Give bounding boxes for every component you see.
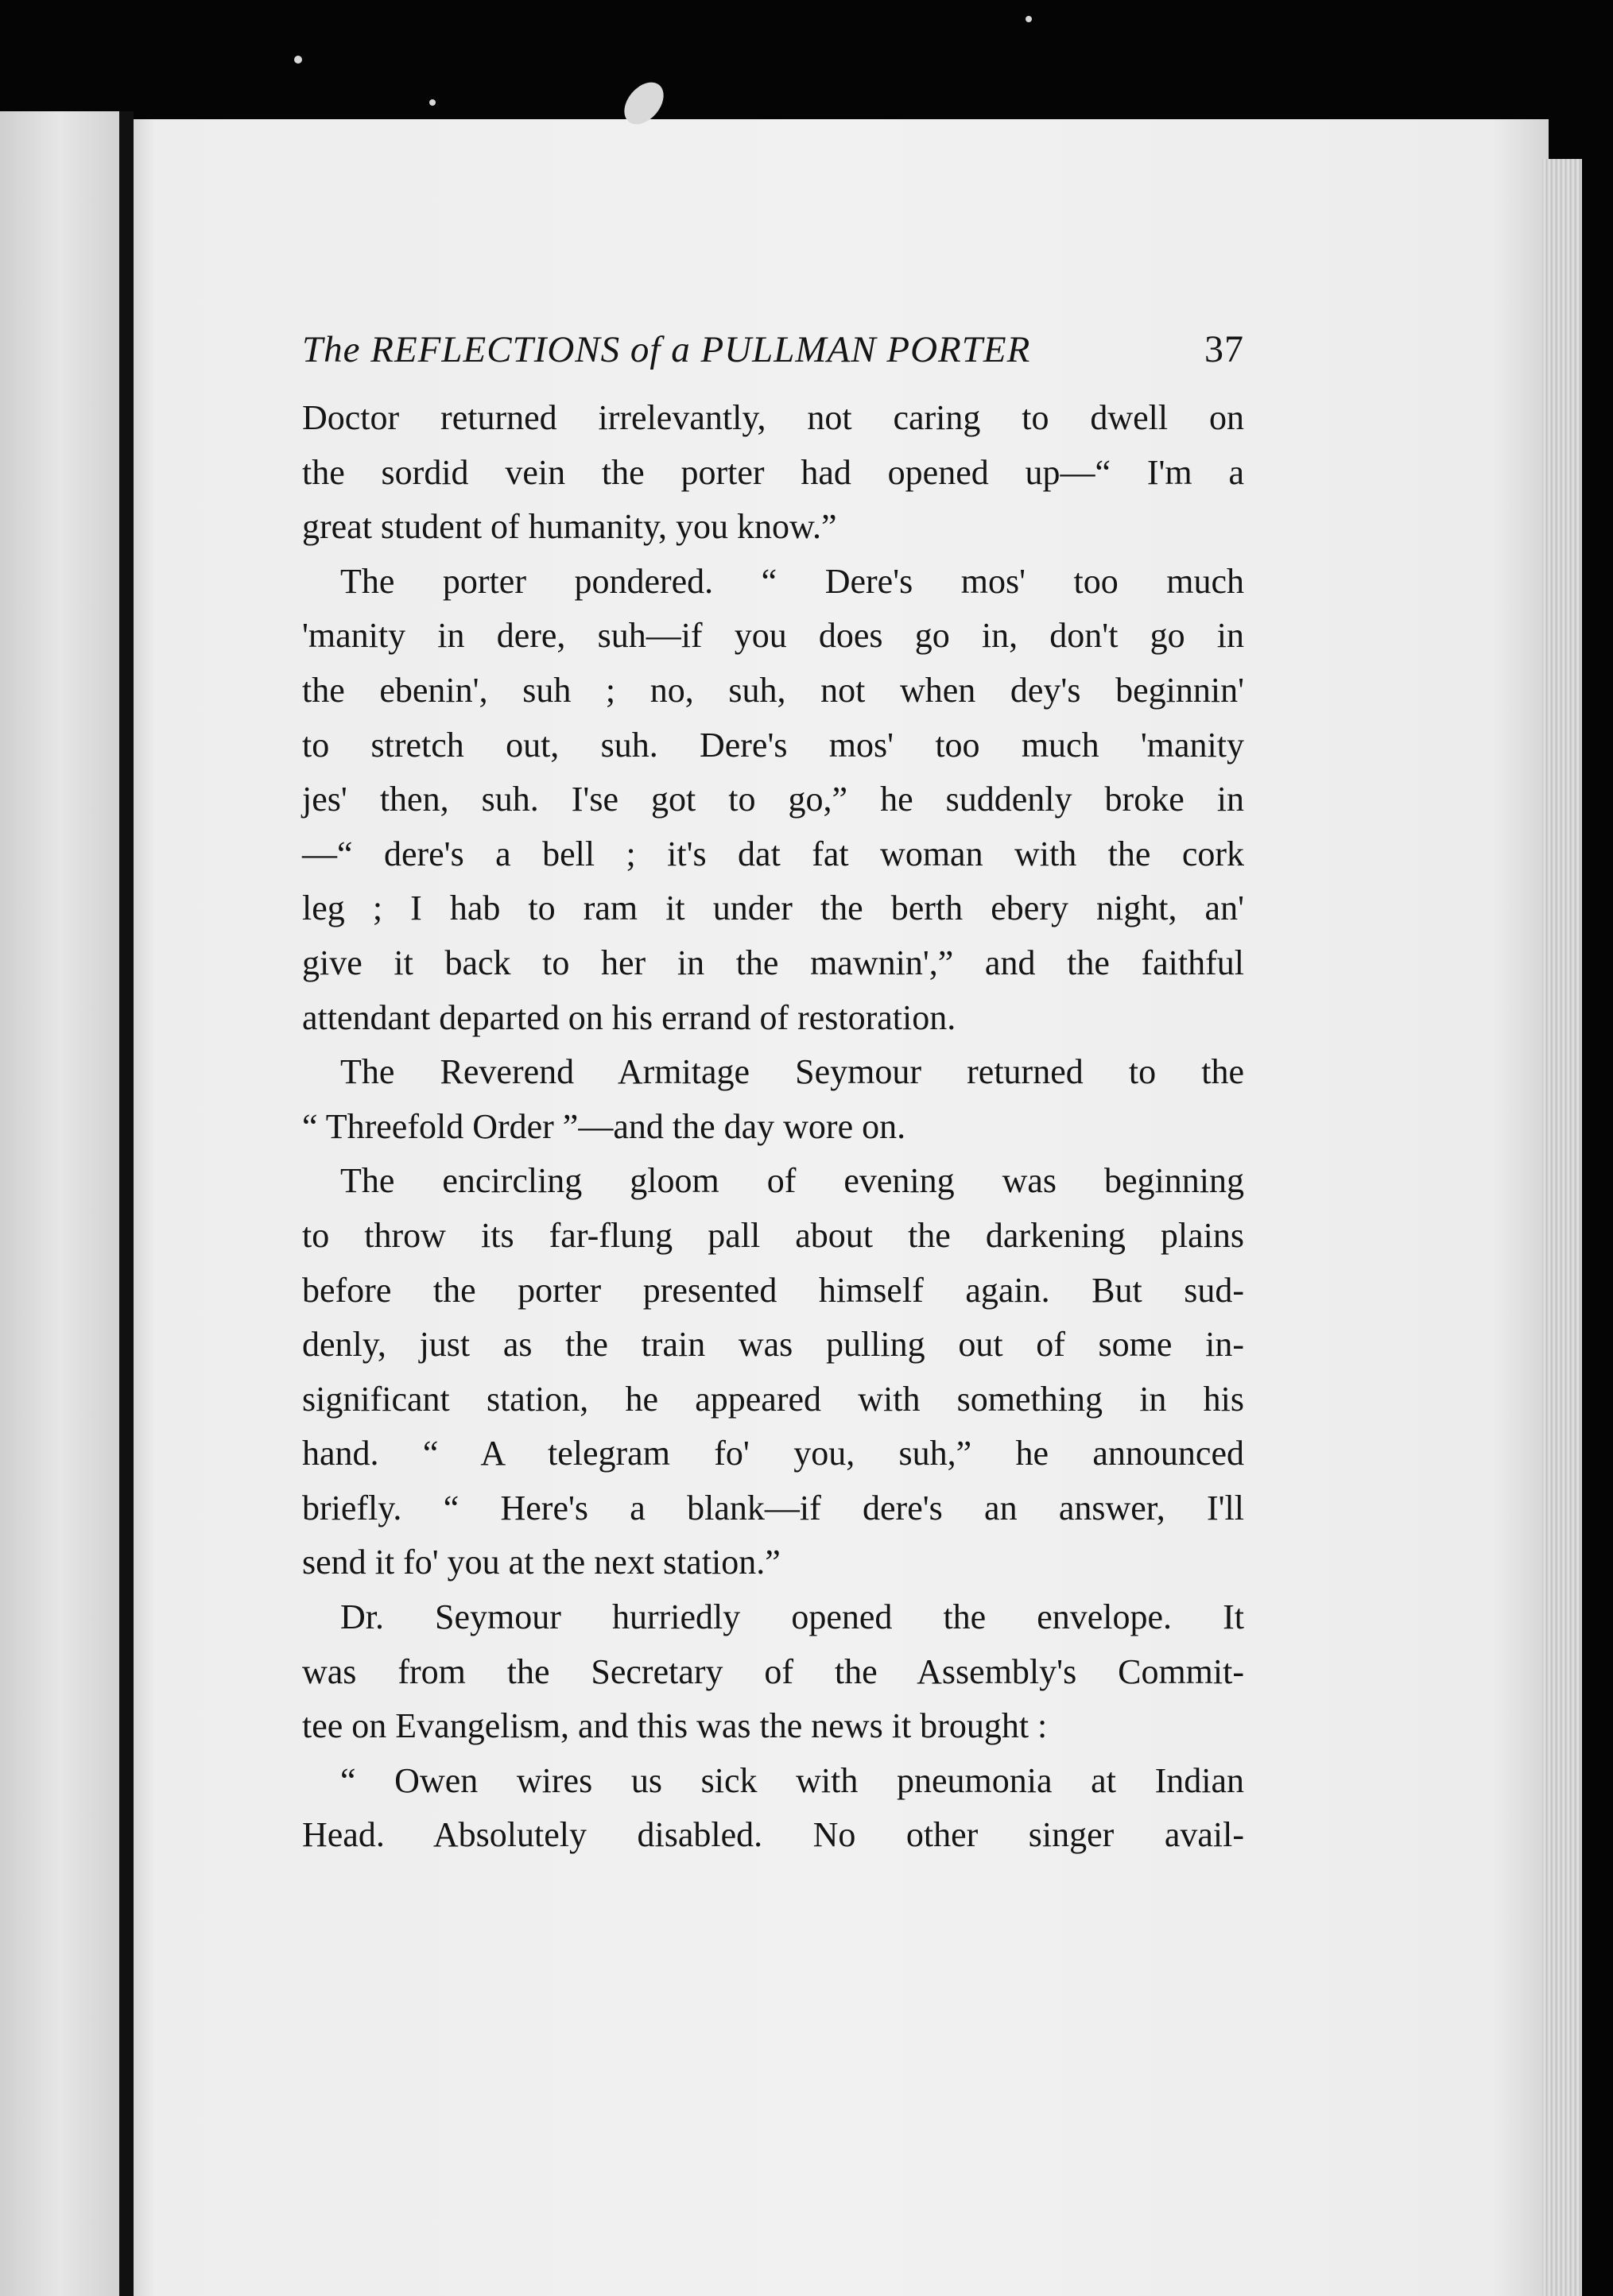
- paragraph: [302, 555, 1244, 1045]
- text-line: The porter pondered. “ Dere's mos' too much: [340, 561, 1244, 601]
- text-line: give it back to her in the mawnin',” and the faithful: [302, 943, 1244, 982]
- text-line: “ Threefold Order ”—and the day wore on.: [302, 1106, 906, 1146]
- text-line: significant station, he appeared with something in his: [302, 1379, 1244, 1419]
- text-line: Doctor returned irrelevantly, not caring to dwell on: [302, 398, 1244, 437]
- running-head-title: The REFLECTIONS of a PULLMAN PORTER: [302, 329, 1031, 370]
- text-line: The encircling gloom of evening was beginning: [340, 1161, 1244, 1201]
- text-line: great student of humanity, you know.”: [302, 507, 837, 547]
- dust-speck: [294, 56, 302, 64]
- running-head: [302, 327, 1244, 375]
- book-gutter: [119, 111, 134, 2296]
- text-line: the ebenin', suh ; no, suh, not when dey's beginnin': [302, 670, 1244, 710]
- dust-speck: [429, 99, 436, 106]
- text-line: 'manity in dere, suh—if you does go in, don't go in: [302, 616, 1244, 656]
- body-text: [302, 391, 1244, 1863]
- text-line: tee on Evangelism, and this was the news it brought :: [302, 1706, 1048, 1746]
- paragraph: [302, 391, 1244, 555]
- text-line: was from the Secretary of the Assembly's Commit-: [302, 1651, 1244, 1691]
- text-line: briefly. “ Here's a blank—if dere's an answer, I'll: [302, 1488, 1244, 1527]
- text-line: to stretch out, suh. Dere's mos' too much 'manity: [302, 725, 1244, 765]
- page-text: [302, 327, 1244, 1863]
- page-stack-edge: [1542, 159, 1582, 2296]
- paragraph: [302, 1590, 1244, 1754]
- text-line: the sordid vein the porter had opened up—“ I'm a: [302, 452, 1244, 492]
- paragraph: [302, 1045, 1244, 1154]
- text-line: The Reverend Armitage Seymour returned to the: [340, 1052, 1244, 1092]
- text-line: to throw its far-flung pall about the darkening plains: [302, 1215, 1244, 1255]
- text-line: “ Owen wires us sick with pneumonia at Indian: [340, 1760, 1244, 1800]
- paragraph: [302, 1154, 1244, 1590]
- text-line: hand. “ A telegram fo' you, suh,” he announced: [302, 1434, 1244, 1473]
- dust-speck: [1026, 16, 1032, 22]
- text-line: Dr. Seymour hurriedly opened the envelope. It: [340, 1597, 1244, 1637]
- page-number: 37: [1204, 328, 1244, 370]
- text-line: leg ; I hab to ram it under the berth ebery night, an': [302, 889, 1244, 928]
- text-line: attendant departed on his errand of restoration.: [302, 997, 956, 1037]
- text-line: jes' then, suh. I'se got to go,” he suddenly broke in: [302, 780, 1244, 819]
- text-line: —“ dere's a bell ; it's dat fat woman with the cork: [302, 834, 1244, 873]
- text-line: denly, just as the train was pulling out of some in-: [302, 1325, 1244, 1365]
- text-line: before the porter presented himself again. But sud-: [302, 1270, 1244, 1310]
- facing-page-edge: [0, 111, 119, 2296]
- text-line: send it fo' you at the next station.”: [302, 1543, 781, 1582]
- text-line: Head. Absolutely disabled. No other singer avail-: [302, 1815, 1244, 1855]
- paragraph: [302, 1754, 1244, 1863]
